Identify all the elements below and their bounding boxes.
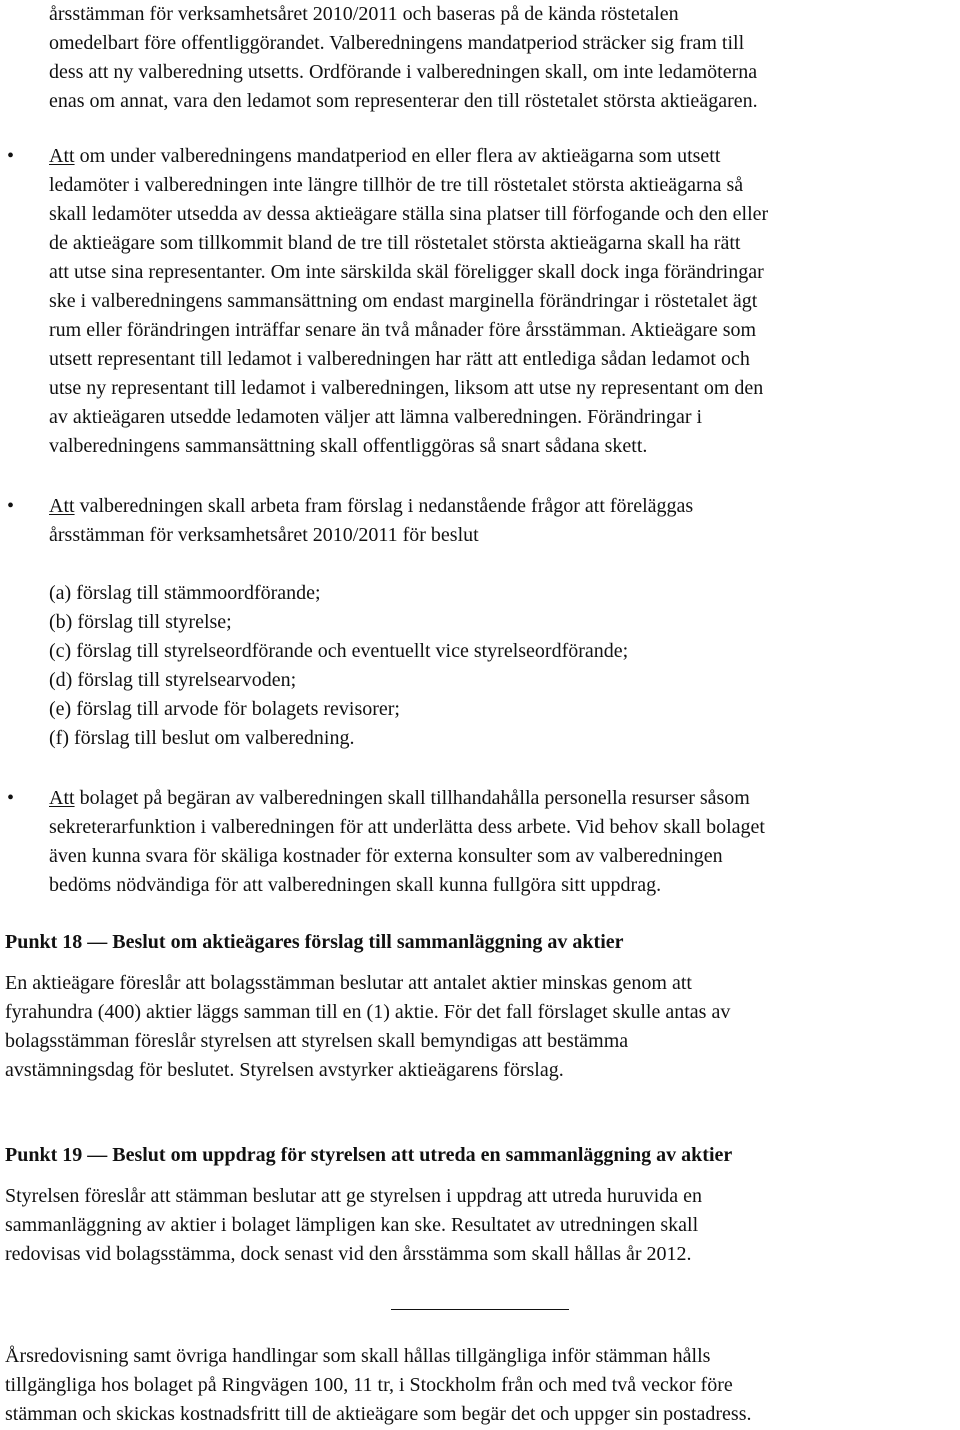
bullet-line: de aktieägare som tillkommit bland de tre till röstetalet största aktieägarna skall ha rätt <box>49 232 741 254</box>
bullet-line-rest: om under valberedningens mandatperiod en eller flera av aktieägarna som utsett <box>74 145 721 167</box>
bullet-line <box>49 784 750 813</box>
bullet-paragraph-2 <box>49 492 960 754</box>
section-punkt-19 <box>5 1141 960 1272</box>
paragraph-line: Årsredovisning samt övriga handlingar som skall hållas tillgängliga inför stämman hålls <box>5 1345 711 1367</box>
bullet-line: utsett representant till ledamot i valberedningen har rätt att entlediga sådan ledamot och <box>49 348 750 370</box>
list-item: (f) förslag till beslut om valberedning. <box>49 727 355 749</box>
intro-line: enas om annat, vara den ledamot som representerar den till röstetalet största aktieägaren. <box>49 90 758 112</box>
paragraph-line: bolagsstämman föreslår styrelsen att styrelsen skall bemyndigas att bestämma <box>5 1030 629 1052</box>
paragraph-line: sammanläggning av aktier i bolaget lämpligen kan ske. Resultatet av utredningen skall <box>5 1214 699 1236</box>
list-item: (c) förslag till styrelseordförande och eventuellt vice styrelseordförande; <box>49 640 629 662</box>
section-heading: Punkt 19 — Beslut om uppdrag för styrelsen att utreda en sammanläggning av aktier <box>5 1144 733 1166</box>
bullet-line: valberedningens sammansättning skall offentliggöras så snart sådana skett. <box>49 435 648 457</box>
intro-paragraph <box>49 0 960 116</box>
paragraph-line: tillgängliga hos bolaget på Ringvägen 100, 11 tr, i Stockholm från och med två veckor före <box>5 1374 733 1396</box>
intro-line: årsstämman för verksamhetsåret 2010/2011 och baseras på de kända röstetalen <box>49 3 679 25</box>
bullet-line: årsstämman för verksamhetsåret 2010/2011 för beslut <box>49 524 479 546</box>
paragraph-line: En aktieägare föreslår att bolagsstämman beslutar att antalet aktier minskas genom att <box>5 972 692 994</box>
bullet-paragraph-1 <box>49 142 960 461</box>
intro-line: dess att ny valberedning utsetts. Ordförande i valberedningen skall, om inte ledamöterna <box>49 61 758 83</box>
bullet-line: rum eller förändringen inträffar senare än två månader före årsstämman. Aktieägare som <box>49 319 757 341</box>
paragraph-line: fyrahundra (400) aktier läggs samman till en (1) aktie. För det fall förslaget skulle antas av <box>5 1001 731 1023</box>
section-punkt-18 <box>5 928 960 1088</box>
bullet-line: skall ledamöter utsedda av dessa aktieägare ställa sina platser till förfogande och den eller <box>49 203 769 225</box>
bullet-line <box>49 492 693 521</box>
paragraph-line: stämman och skickas kostnadsfritt till de aktieägare som begär det och uppger sin postadress. <box>5 1403 752 1425</box>
bullet-marker: • <box>7 145 15 167</box>
bullet-line: utse ny representant till ledamot i valberedningen, liksom att utse ny representant om den <box>49 377 764 399</box>
bullet-marker: • <box>7 495 15 517</box>
bullet-line: bedöms nödvändiga för att valberedningen skall kunna fullgöra sitt uppdrag. <box>49 874 662 896</box>
bullet-marker: • <box>7 787 15 809</box>
bullet-line: ledamöter i valberedningen inte längre tillhör de tre till röstetalet största aktieägarna så <box>49 174 744 196</box>
bullet-line: av aktieägaren utsedde ledamoten väljer att lämna valberedningen. Förändringar i <box>49 406 703 428</box>
paragraph-line: Styrelsen föreslår att stämman beslutar att ge styrelsen i uppdrag att utreda huruvida en <box>5 1185 703 1207</box>
bullet-line: att utse sina representanter. Om inte särskilda skäl föreligger skall dock inga förändringar <box>49 261 764 283</box>
closing-paragraph <box>5 1342 960 1430</box>
bullet-line-rest: bolaget på begäran av valberedningen skall tillhandahålla personella resurser såsom <box>74 787 750 809</box>
section-heading: Punkt 18 — Beslut om aktieägares förslag till sammanläggning av aktier <box>5 931 624 953</box>
underlined-lead-word: Att <box>49 145 75 167</box>
paragraph-line: redovisas vid bolagsstämma, dock senast vid den årsstämma som skall hållas år 2012. <box>5 1243 692 1265</box>
list-item: (a) förslag till stämmoordförande; <box>49 582 321 604</box>
underlined-lead-word: Att <box>49 495 75 517</box>
list-item: (d) förslag till styrelsearvoden; <box>49 669 297 691</box>
bullet-line-rest: valberedningen skall arbeta fram förslag i nedanstående frågor att föreläggas <box>74 495 694 517</box>
bullet-line: sekreterarfunktion i valberedningen för att underlätta dess arbete. Vid behov skall bolaget <box>49 816 765 838</box>
underlined-lead-word: Att <box>49 787 75 809</box>
list-item: (e) förslag till arvode för bolagets revisorer; <box>49 698 400 720</box>
bullet-line <box>49 142 720 171</box>
list-item: (b) förslag till styrelse; <box>49 611 232 633</box>
intro-line: omedelbart före offentliggörandet. Valberedningens mandatperiod sträcker sig fram till <box>49 32 745 54</box>
paragraph-line: avstämningsdag för beslutet. Styrelsen avstyrker aktieägarens förslag. <box>5 1059 564 1081</box>
bullet-line: ske i valberedningens sammansättning om endast marginella förändringar i röstetalet ägt <box>49 290 758 312</box>
separator-rule <box>391 1309 569 1310</box>
bullet-line: även kunna svara för skäliga kostnader för externa konsulter som av valberedningen <box>49 845 723 867</box>
bullet-paragraph-3 <box>49 784 960 900</box>
